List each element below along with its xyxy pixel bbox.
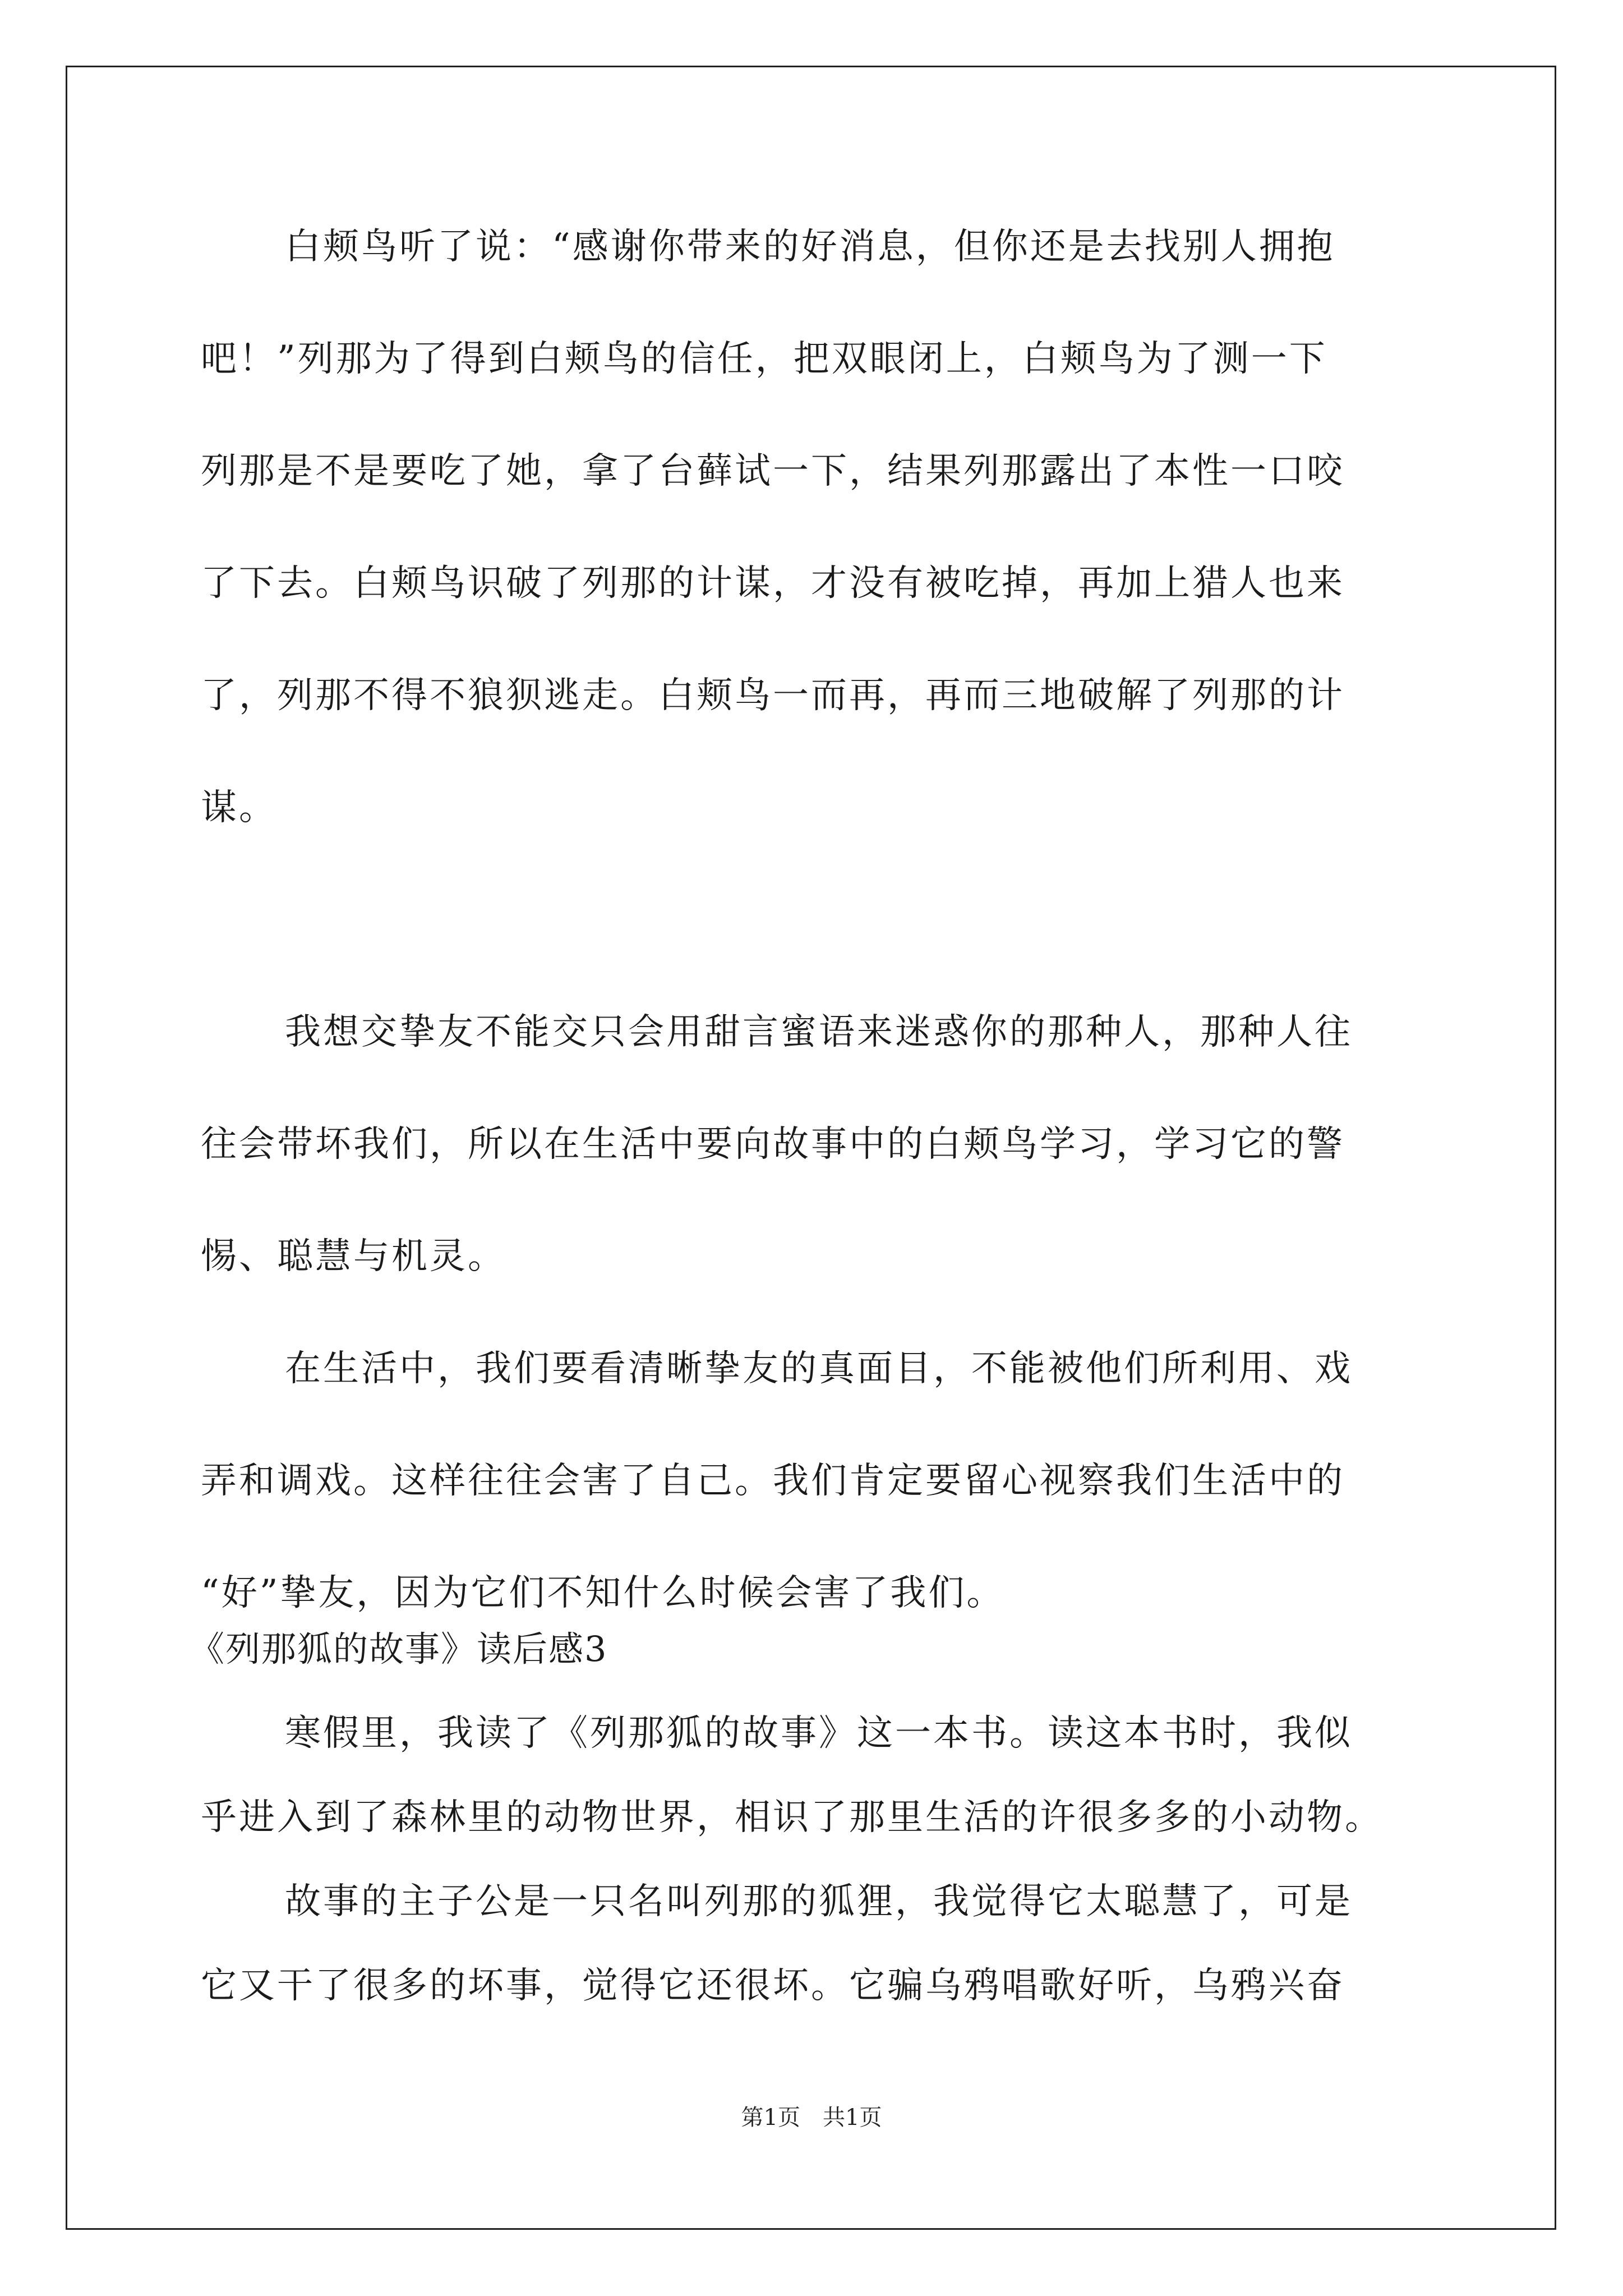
paragraph-3-line-3: “好”挚友，因为它们不知什么时候会害了我们。 — [201, 1572, 1005, 1614]
paragraph-2-line-1: 我想交挚友不能交只会用甜言蜜语来迷惑你的那种人，那种人往 — [285, 1011, 1353, 1053]
paragraph-3-line-2: 弄和调戏。这样往往会害了自己。我们肯定要留心视察我们生活中的 — [201, 1460, 1345, 1502]
paragraph-1-line-3: 列那是不是要吃了她，拿了台藓试一下，结果列那露出了本性一口咬 — [201, 450, 1345, 492]
paragraph-1-line-6: 谋。 — [201, 787, 277, 829]
section-paragraph-1-line-1: 寒假里，我读了《列那狐的故事》这一本书。读这本书时，我似 — [285, 1713, 1353, 1754]
page-footer: 第1页 共1页 — [741, 2105, 882, 2131]
section-paragraph-1-line-2: 乎进入到了森林里的动物世界，相识了那里生活的许很多多的小动物。 — [201, 1797, 1383, 1838]
paragraph-1-line-2: 吧！”列那为了得到白颊鸟的信任，把双眼闭上，白颊鸟为了测一下 — [201, 338, 1327, 380]
paragraph-3-line-1: 在生活中，我们要看清晰挚友的真面目，不能被他们所利用、戏 — [285, 1348, 1353, 1389]
paragraph-2-line-3: 惕、聪慧与机灵。 — [201, 1236, 506, 1277]
paragraph-1-line-1: 白颊鸟听了说：“感谢你带来的好消息，但你还是去找别人拥抱 — [285, 226, 1335, 268]
section-heading: 《列那狐的故事》读后感3 — [190, 1628, 608, 1669]
section-paragraph-2-line-1: 故事的主子公是一只名叫列那的狐狸，我觉得它太聪慧了，可是 — [285, 1881, 1353, 1922]
paragraph-1-line-5: 了，列那不得不狼狈逃走。白颊鸟一而再，再而三地破解了列那的计 — [201, 675, 1345, 716]
section-paragraph-2-line-2: 它又干了很多的坏事，觉得它还很坏。它骗乌鸦唱歌好听，乌鸦兴奋 — [201, 1965, 1345, 2007]
paragraph-1-line-4: 了下去。白颊鸟识破了列那的计谋，才没有被吃掉，再加上猎人也来 — [201, 563, 1345, 604]
paragraph-2-line-2: 往会带坏我们，所以在生活中要向故事中的白颊鸟学习，学习它的警 — [201, 1124, 1345, 1165]
